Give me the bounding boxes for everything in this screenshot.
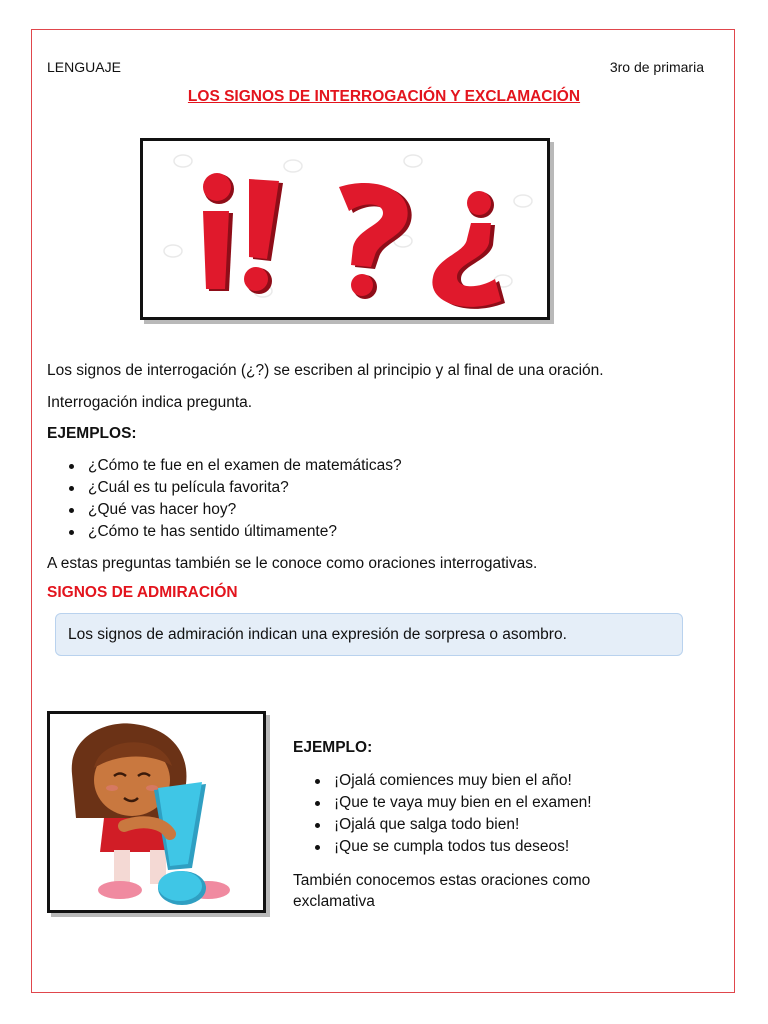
admiration-heading: SIGNOS DE ADMIRACIÓN: [47, 584, 238, 601]
list-item: ¿Cómo te has sentido últimamente?: [66, 521, 402, 543]
page-title: LOS SIGNOS DE INTERROGACIÓN Y EXCLAMACIÓN: [187, 88, 581, 105]
girl-with-exclamation-image: [47, 711, 266, 913]
list-item: ¡Que te vaya muy bien en el examen!: [312, 792, 592, 814]
list-item: ¿Qué vas hacer hoy?: [66, 499, 402, 521]
intro-line-2: Interrogación indica pregunta.: [47, 394, 253, 411]
grade-label: 3ro de primaria: [609, 59, 704, 75]
inverted-question-mark-icon: [432, 191, 505, 309]
intro-line-1: Los signos de interrogación (¿?) se escriben al principio y al final de una oración.: [47, 362, 604, 379]
closing-text: También conocemos estas oraciones como exclamativa: [293, 872, 591, 910]
list-item: ¡Que se cumpla todos tus deseos!: [312, 836, 592, 858]
list-item: ¡Ojalá que salga todo bien!: [312, 814, 592, 836]
question-examples-list: [66, 455, 402, 543]
questions-note: A estas preguntas también se le conoce como oraciones interrogativas.: [47, 555, 538, 572]
exclamation-examples-list: [312, 770, 592, 858]
subject-label: LENGUAJE: [47, 59, 121, 75]
admiration-definition-box: [55, 613, 683, 656]
example-heading: EJEMPLO:: [293, 739, 373, 756]
examples-heading: EJEMPLOS:: [47, 425, 137, 442]
exclamation-icon: [244, 179, 283, 294]
list-item: ¿Cuál es tu película favorita?: [66, 477, 402, 499]
admiration-definition: Los signos de admiración indican una expresión de sorpresa o asombro.: [68, 626, 567, 643]
list-item: ¡Ojalá comiences muy bien el año!: [312, 770, 592, 792]
inverted-exclamation-icon: [203, 173, 234, 291]
question-mark-icon: [339, 183, 412, 299]
list-item: ¿Cómo te fue en el examen de matemáticas?: [66, 455, 402, 477]
punctuation-marks-image: [140, 138, 550, 320]
